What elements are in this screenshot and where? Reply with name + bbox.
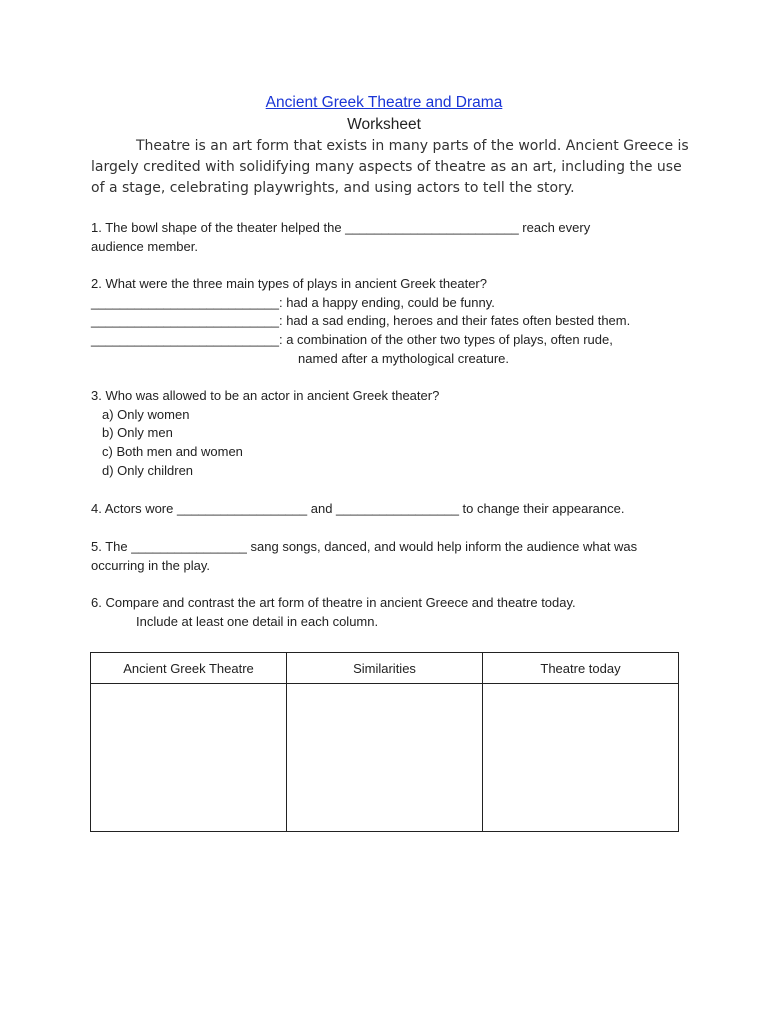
question-2-item-3-continued: named after a mythological creature. [298,350,509,366]
cell-theatre-today[interactable] [483,684,679,832]
header-ancient-greek-theatre: Ancient Greek Theatre [91,653,287,684]
intro-line-1 [91,136,691,157]
header-theatre-today: Theatre today [483,653,679,684]
option-c: c) Both men and women [102,444,243,460]
compare-table-container [90,652,679,831]
question-5-line-1: 5. The ________________ sang songs, danced, and would help inform the audience what was [91,539,638,554]
option-b: b) Only men [102,425,173,441]
question-6-line-2: Include at least one detail in each column. [136,613,379,629]
worksheet-title-link[interactable]: Ancient Greek Theatre and Drama [265,94,503,111]
worksheet-subtitle: Worksheet [347,116,421,133]
compare-table [90,652,679,832]
question-2-item-1: __________________________: had a happy ending, could be funny. [91,294,495,310]
question-2-item-3: __________________________: a combination of the other two types of plays, often rude, [91,332,613,348]
question-1-line-1: 1. The bowl shape of the theater helped the ________________________ reach every [91,220,591,235]
intro-line-3: of a stage, celebrating playwrights, and using actors to tell the story. [91,180,575,196]
table-header-row [91,653,679,684]
question-1 [91,219,691,256]
intro-paragraph [91,136,691,199]
cell-similarities[interactable] [287,684,483,832]
option-a: a) Only women [102,406,190,422]
question-5 [91,538,691,575]
intro-line-2: largely credited with solidifying many aspects of theatre as an art, including the use [91,159,682,175]
question-2-prompt: 2. What were the three main types of plays in ancient Greek theater? [91,276,487,291]
question-5-line-2: occurring in the play. [91,557,210,573]
option-d: d) Only children [102,462,194,478]
question-3-prompt: 3. Who was allowed to be an actor in ancient Greek theater? [91,388,440,403]
table-row [91,684,679,832]
question-4 [91,500,691,519]
question-2 [91,275,691,369]
header-similarities: Similarities [287,653,483,684]
intro-line-1-text: Theatre is an art form that exists in many parts of the world. Ancient Greece is [136,138,689,154]
question-6 [91,594,691,631]
question-6-line-1: 6. Compare and contrast the art form of theatre in ancient Greece and theatre today. [91,595,576,610]
question-4-line-1: 4. Actors wore __________________ and _________________ to change their appearance. [91,501,625,516]
question-3 [91,387,691,481]
cell-ancient-greek-theatre[interactable] [91,684,287,832]
question-1-line-2: audience member. [91,238,198,254]
question-2-item-2: __________________________: had a sad ending, heroes and their fates often bested them. [91,313,631,329]
